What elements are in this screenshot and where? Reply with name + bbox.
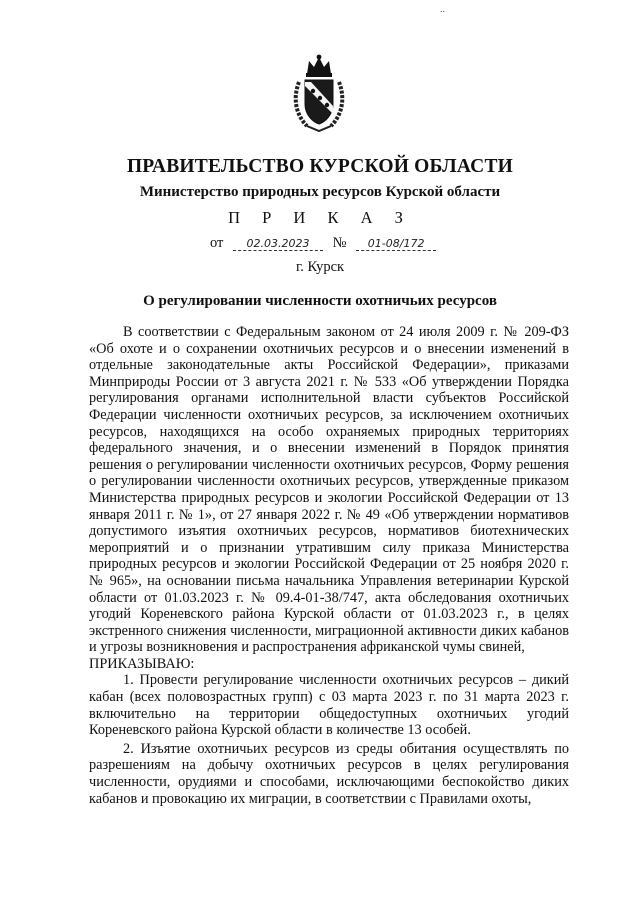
date-number-line — [210, 235, 436, 252]
top-mark: .. — [440, 4, 445, 15]
document-body — [89, 324, 569, 807]
government-heading: ПРАВИТЕЛЬСТВО КУРСКОЙ ОБЛАСТИ — [126, 156, 514, 177]
order-item-1: 1. Провести регулирование численности охотничьих ресурсов – дикий кабан (всех половозрастных групп) с 03 марта 2023 г. по 31 марта 2023 г. включительно на территории общедоступных охотничьих угодий Кореневского района Курской области в количестве 13 особей. — [89, 672, 569, 739]
handwritten-number: 01-08/172 — [356, 237, 436, 251]
order-item-2: 2. Изъятие охотничьих ресурсов из среды обитания осуществлять по разрешениям на добычу охотничьих ресурсов в целях регулирования численности, орудиями и способами, исключающими беспокойство диких кабанов и провокацию их миграции, в соответствии с Правилами охоты, — [89, 740, 569, 807]
preamble-paragraph: В соответствии с Федеральным законом от 24 июля 2009 г. № 209-ФЗ «Об охоте и о сохранении охотничьих ресурсов и о внесении изменений в отдельные законодательные акты Российской Федерации», приказами Минприроды России от 3 августа 2021 г. № 533 «Об утверждении Порядка регулирования органами исполнительной власти субъектов Российской Федерации численности охотничьих ресурсов, за исключением охотничьих ресурсов, находящихся на особо охраняемых природных территориях федерального значения, и о внесении изменений в Порядок принятия решения о регулировании численности охотничьих ресурсов, Форму решения о регулировании численности охотничьих ресурсов, утвержденные приказом Министерства природных ресурсов и экологии Российской Федерации от 13 января 2011 г. № 1», от 27 января 2022 г. № 49 «Об утверждении нормативов допустимого изъятия охотничьих ресурсов, нормативов биотехнических мероприятий и о признании утратившим силу приказа Министерства природных ресурсов и экологии Российской Федерации от 25 ноября 2020 г. № 965», на основании письма начальника Управления ветеринарии Курской области от 01.03.2023 г. № 09.4-01-38/747, акта обследования охотничьих угодий Кореневского района Курской области от 01.03.2023 г., в целях экстренного снижения численности, миграционной активности диких кабанов и угрозы возникновения и распространения африканской чумы свиней, — [89, 324, 569, 656]
date-prefix: от — [210, 235, 224, 251]
city: г. Курск — [295, 259, 345, 275]
ministry-name: Министерство природных ресурсов Курской области — [139, 184, 501, 200]
document-title: О регулировании численности охотничьих ресурсов — [143, 293, 497, 309]
kursk-coat-of-arms-icon — [289, 52, 349, 134]
order-word: ПРИКАЗЫВАЮ: — [89, 655, 195, 672]
handwritten-date: 02.03.2023 — [233, 237, 323, 251]
document-type: П Р И К А З — [228, 208, 412, 227]
number-prefix: № — [332, 235, 347, 251]
